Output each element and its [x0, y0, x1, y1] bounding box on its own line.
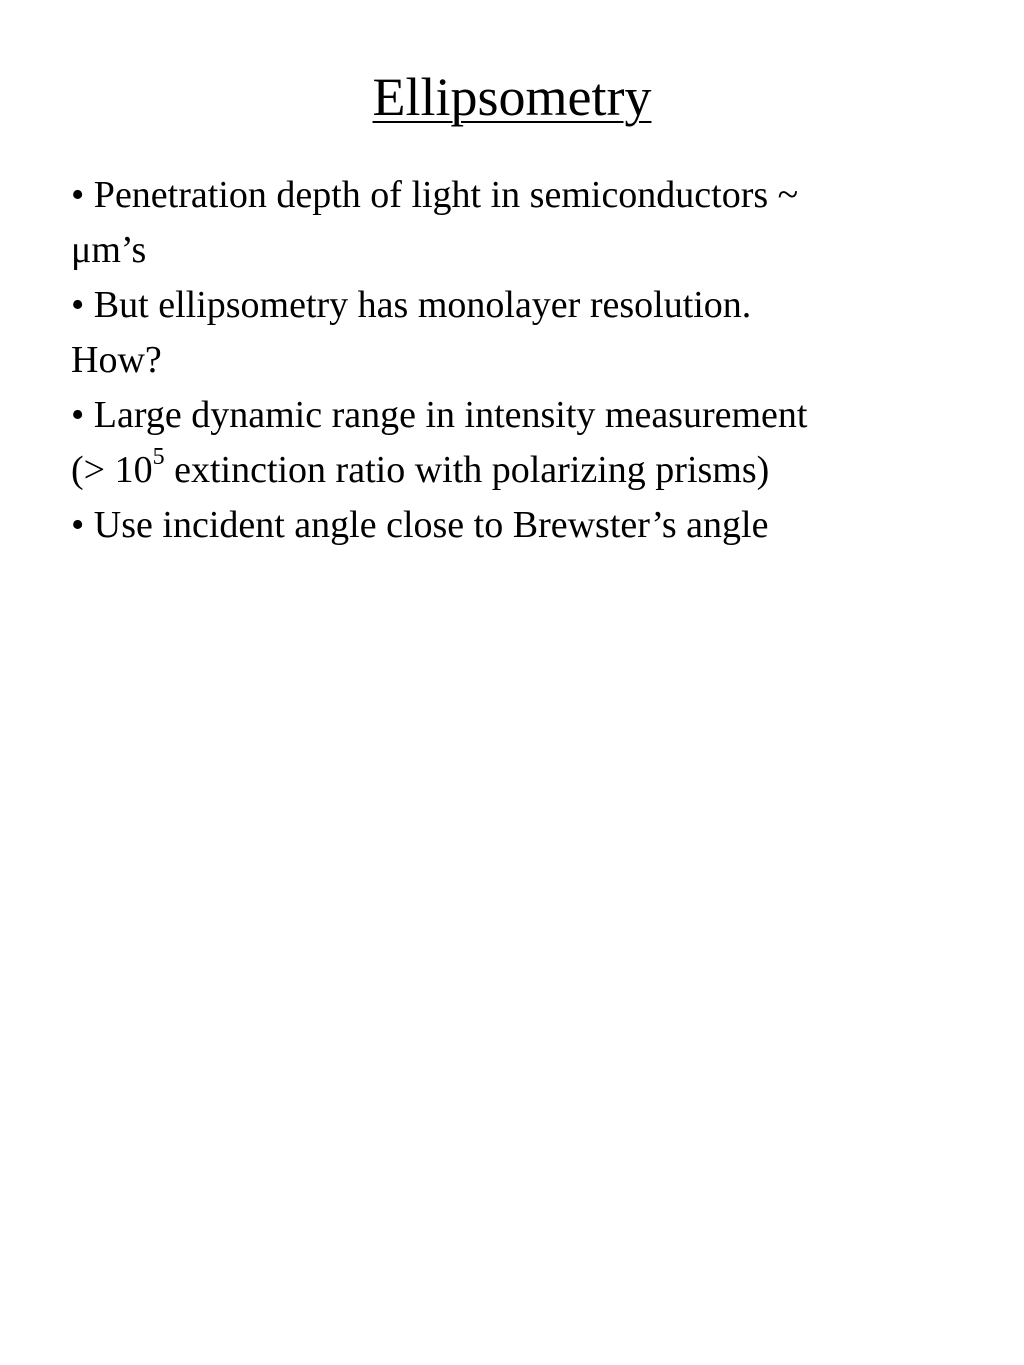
bullet-penetration-depth: [71, 168, 971, 278]
bullet-brewster-angle: [71, 498, 971, 553]
slide-title-text: Ellipsometry: [372, 67, 652, 127]
bullet-line-prefix: (> 10: [71, 449, 153, 491]
bullet-line: • Large dynamic range in intensity measurement: [71, 394, 808, 436]
superscript-exponent: 5: [152, 444, 165, 471]
bullet-line: • But ellipsometry has monolayer resolution.: [71, 284, 752, 326]
slide-title: [0, 62, 1024, 132]
bullet-list: [71, 168, 971, 553]
bullet-line: • Use incident angle close to Brewster’s angle: [71, 504, 769, 546]
bullet-line: μm’s: [71, 229, 147, 271]
bullet-line: How?: [71, 339, 162, 381]
bullet-monolayer-resolution: [71, 278, 971, 388]
bullet-line-suffix: extinction ratio with polarizing prisms): [164, 449, 770, 491]
bullet-dynamic-range: [71, 388, 971, 498]
bullet-line: • Penetration depth of light in semiconductors ~: [71, 174, 799, 216]
